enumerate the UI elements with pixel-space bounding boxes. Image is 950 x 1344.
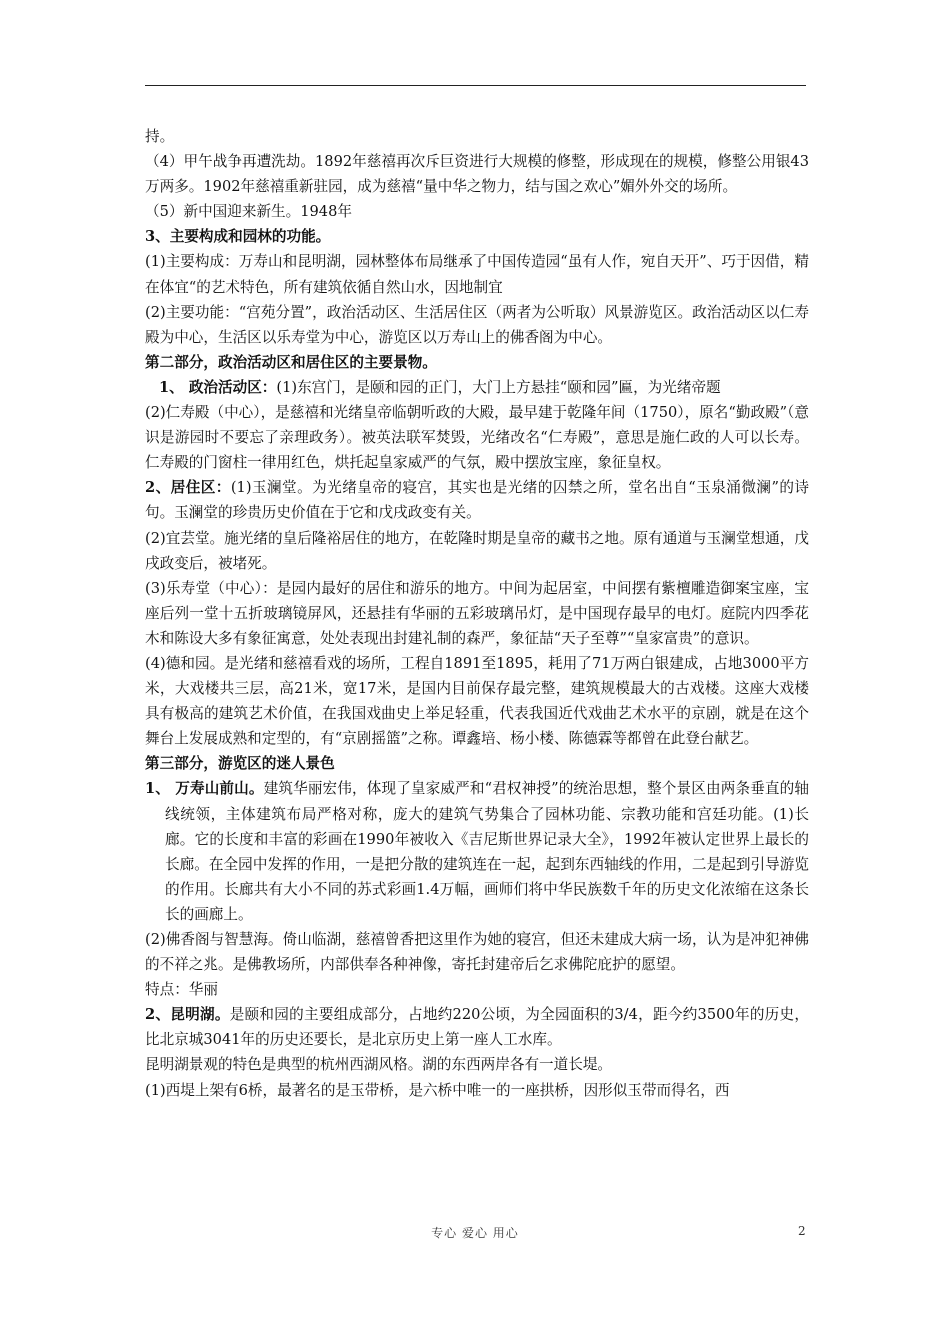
body-text: (4)德和园。是光绪和慈禧看戏的场所，工程自1891至1895，耗用了71万两白银建成，占地3000平方米，大戏楼共三层，高21米，宽17米，是国内目前保存最完整，建筑规模最大的古戏楼。这座大戏楼具有极高的建筑艺术价值，在我国戏曲史上举足轻重，代表我国近代戏曲艺术水平的京剧，就是在这个舞台上发展成熟和定型的，有“京剧摇篮”之称。谭鑫培、杨小楼、陈德霖等都曾在此登台献艺。 (145, 654, 809, 748)
body-text: 特点：华丽 (145, 981, 218, 999)
section-heading (145, 751, 809, 776)
heading-text: 第二部分，政治活动区和居住区的主要景物。 (145, 353, 437, 371)
body-text: 是颐和园的主要组成部分，占地约220公顷，为全园面积的3/4，距今约3500年的历史，比北京城3041年的历史还要长，是北京历史上第一座人工水库。 (145, 1006, 809, 1049)
page-number: 2 (798, 1224, 806, 1238)
paragraph (145, 400, 809, 475)
paragraph (145, 1002, 809, 1052)
paragraph (145, 249, 809, 299)
body-text: (2)佛香阁与智慧海。倚山临湖，慈禧曾香把这里作为她的寝宫，但还未建成大病一场，认为是冲犯神佛的不祥之兆。是佛教场所，内部供奉各种神像，寄托封建帝后乞求佛陀庇护的愿望。 (145, 931, 809, 974)
body-text: 建筑华丽宏伟，体现了皇家威严和“君权神授”的统治思想，整个景区由两条垂直的轴线统领，主体建筑布局严格对称，庞大的建筑气势集合了园林功能、宗教功能和宫廷功能。(1)长廊。它的长度和丰富的彩画在1990年被收入《吉尼斯世界记录大全》，1992年被认定世界上最长的长廊。在全园中发挥的作用，一是把分散的建筑连在一起，起到东西轴线的作用，二是起到引导游览的作用。长廊共有大小不同的苏式彩画1.4万幅，画师们将中华民族数千年的历史文化浓缩在这条长长的画廊上。 (165, 780, 809, 923)
header-rule (145, 85, 806, 86)
paragraph (145, 149, 809, 199)
paragraph (145, 300, 809, 350)
paragraph (145, 124, 809, 149)
body-text: (2)主要功能：“宫苑分置”，政治活动区、生活居住区（两者为公听取）风景游览区。政治活动区以仁寿殿为中心，生活区以乐寿堂为中心，游览区以万寿山上的佛香阁为中心。 (145, 303, 809, 346)
body-text: (2)仁寿殿（中心），是慈禧和光绪皇帝临朝听政的大殿，最早建于乾隆年间（1750），原名“勤政殿”（意识是游园时不要忘了亲理政务）。被英法联军焚毁，光绪改名“仁寿殿”，意思是施仁政的人可以长寿。仁寿殿的门窗柱一律用红色，烘托起皇家威严的气氛，殿中摆放宝座，象征皇权。 (145, 404, 809, 472)
body-text: (1)玉澜堂。为光绪皇帝的寝宫，其实也是光绪的囚禁之所，堂名出自“玉泉涌微澜”的诗句。玉澜堂的珍贵历史价值在于它和戊戌政变有关。 (145, 479, 809, 522)
paragraph (145, 651, 809, 751)
paragraph (145, 475, 809, 525)
body-text: (2)宜芸堂。施光绪的皇后隆裕居住的地方，在乾隆时期是皇帝的藏书之地。原有通道与玉澜堂想通，戊戌政变后，被堵死。 (145, 529, 809, 572)
paragraph (145, 199, 809, 224)
body-text: (1)主要构成：万寿山和昆明湖，园林整体布局继承了中国传造园“虽有人作，宛自天开”、巧于因借，精在体宜“的艺术特色，所有建筑依循自然山水，因地制宜 (145, 253, 809, 296)
footer-motto: 专心 爱心 用心 (431, 1226, 519, 1240)
section-heading (145, 224, 809, 249)
paragraph (145, 375, 809, 400)
paragraph (145, 576, 809, 651)
heading-text: 1、 政治活动区： (159, 378, 277, 396)
paragraph (145, 526, 809, 576)
heading-text: 2、居住区： (145, 479, 231, 497)
body-text: 昆明湖景观的特色是典型的杭州西湖风格。湖的东西两岸各有一道长堤。 (145, 1056, 613, 1074)
body-text: (1)东宫门，是颐和园的正门，大门上方悬挂“颐和园”匾，为光绪帝题 (276, 378, 721, 396)
paragraph (145, 1078, 809, 1103)
paragraph (145, 977, 809, 1002)
paragraph (145, 1052, 809, 1077)
paragraph (145, 927, 809, 977)
heading-text: 3、主要构成和园林的功能。 (145, 228, 331, 246)
heading-text: 1、 万寿山前山。 (145, 780, 264, 798)
section-heading (145, 350, 809, 375)
document-body (145, 124, 809, 1103)
heading-text: 第三部分，游览区的迷人景色 (145, 755, 335, 773)
paragraph (145, 776, 809, 927)
body-text: (1)西堤上架有6桥，最著名的是玉带桥，是六桥中唯一的一座拱桥，因形似玉带而得名，西 (145, 1081, 730, 1099)
body-text: 持。 (145, 128, 175, 145)
body-text: （5）新中国迎来新生。1948年 (145, 203, 352, 221)
heading-text: 2、昆明湖。 (145, 1006, 230, 1024)
body-text: （4）甲午战争再遭洗劫。1892年慈禧再次斥巨资进行大规模的修整，形成现在的规模，修整公用银43万两多。1902年慈禧重新驻园，成为慈禧“量中华之物力，结与国之欢心”媚外外交的场所。 (145, 153, 809, 196)
body-text: (3)乐寿堂（中心）：是园内最好的居住和游乐的地方。中间为起居室，中间摆有紫檀雕造御案宝座，宝座后列一堂十五折玻璃镜屏风，还悬挂有华丽的五彩玻璃吊灯，是中国现存最早的电灯。庭院内四季花木和陈设大多有象征寓意，处处表现出封建礼制的森严，象征喆“天子至尊”“皇家富贵”的意识。 (145, 579, 809, 647)
